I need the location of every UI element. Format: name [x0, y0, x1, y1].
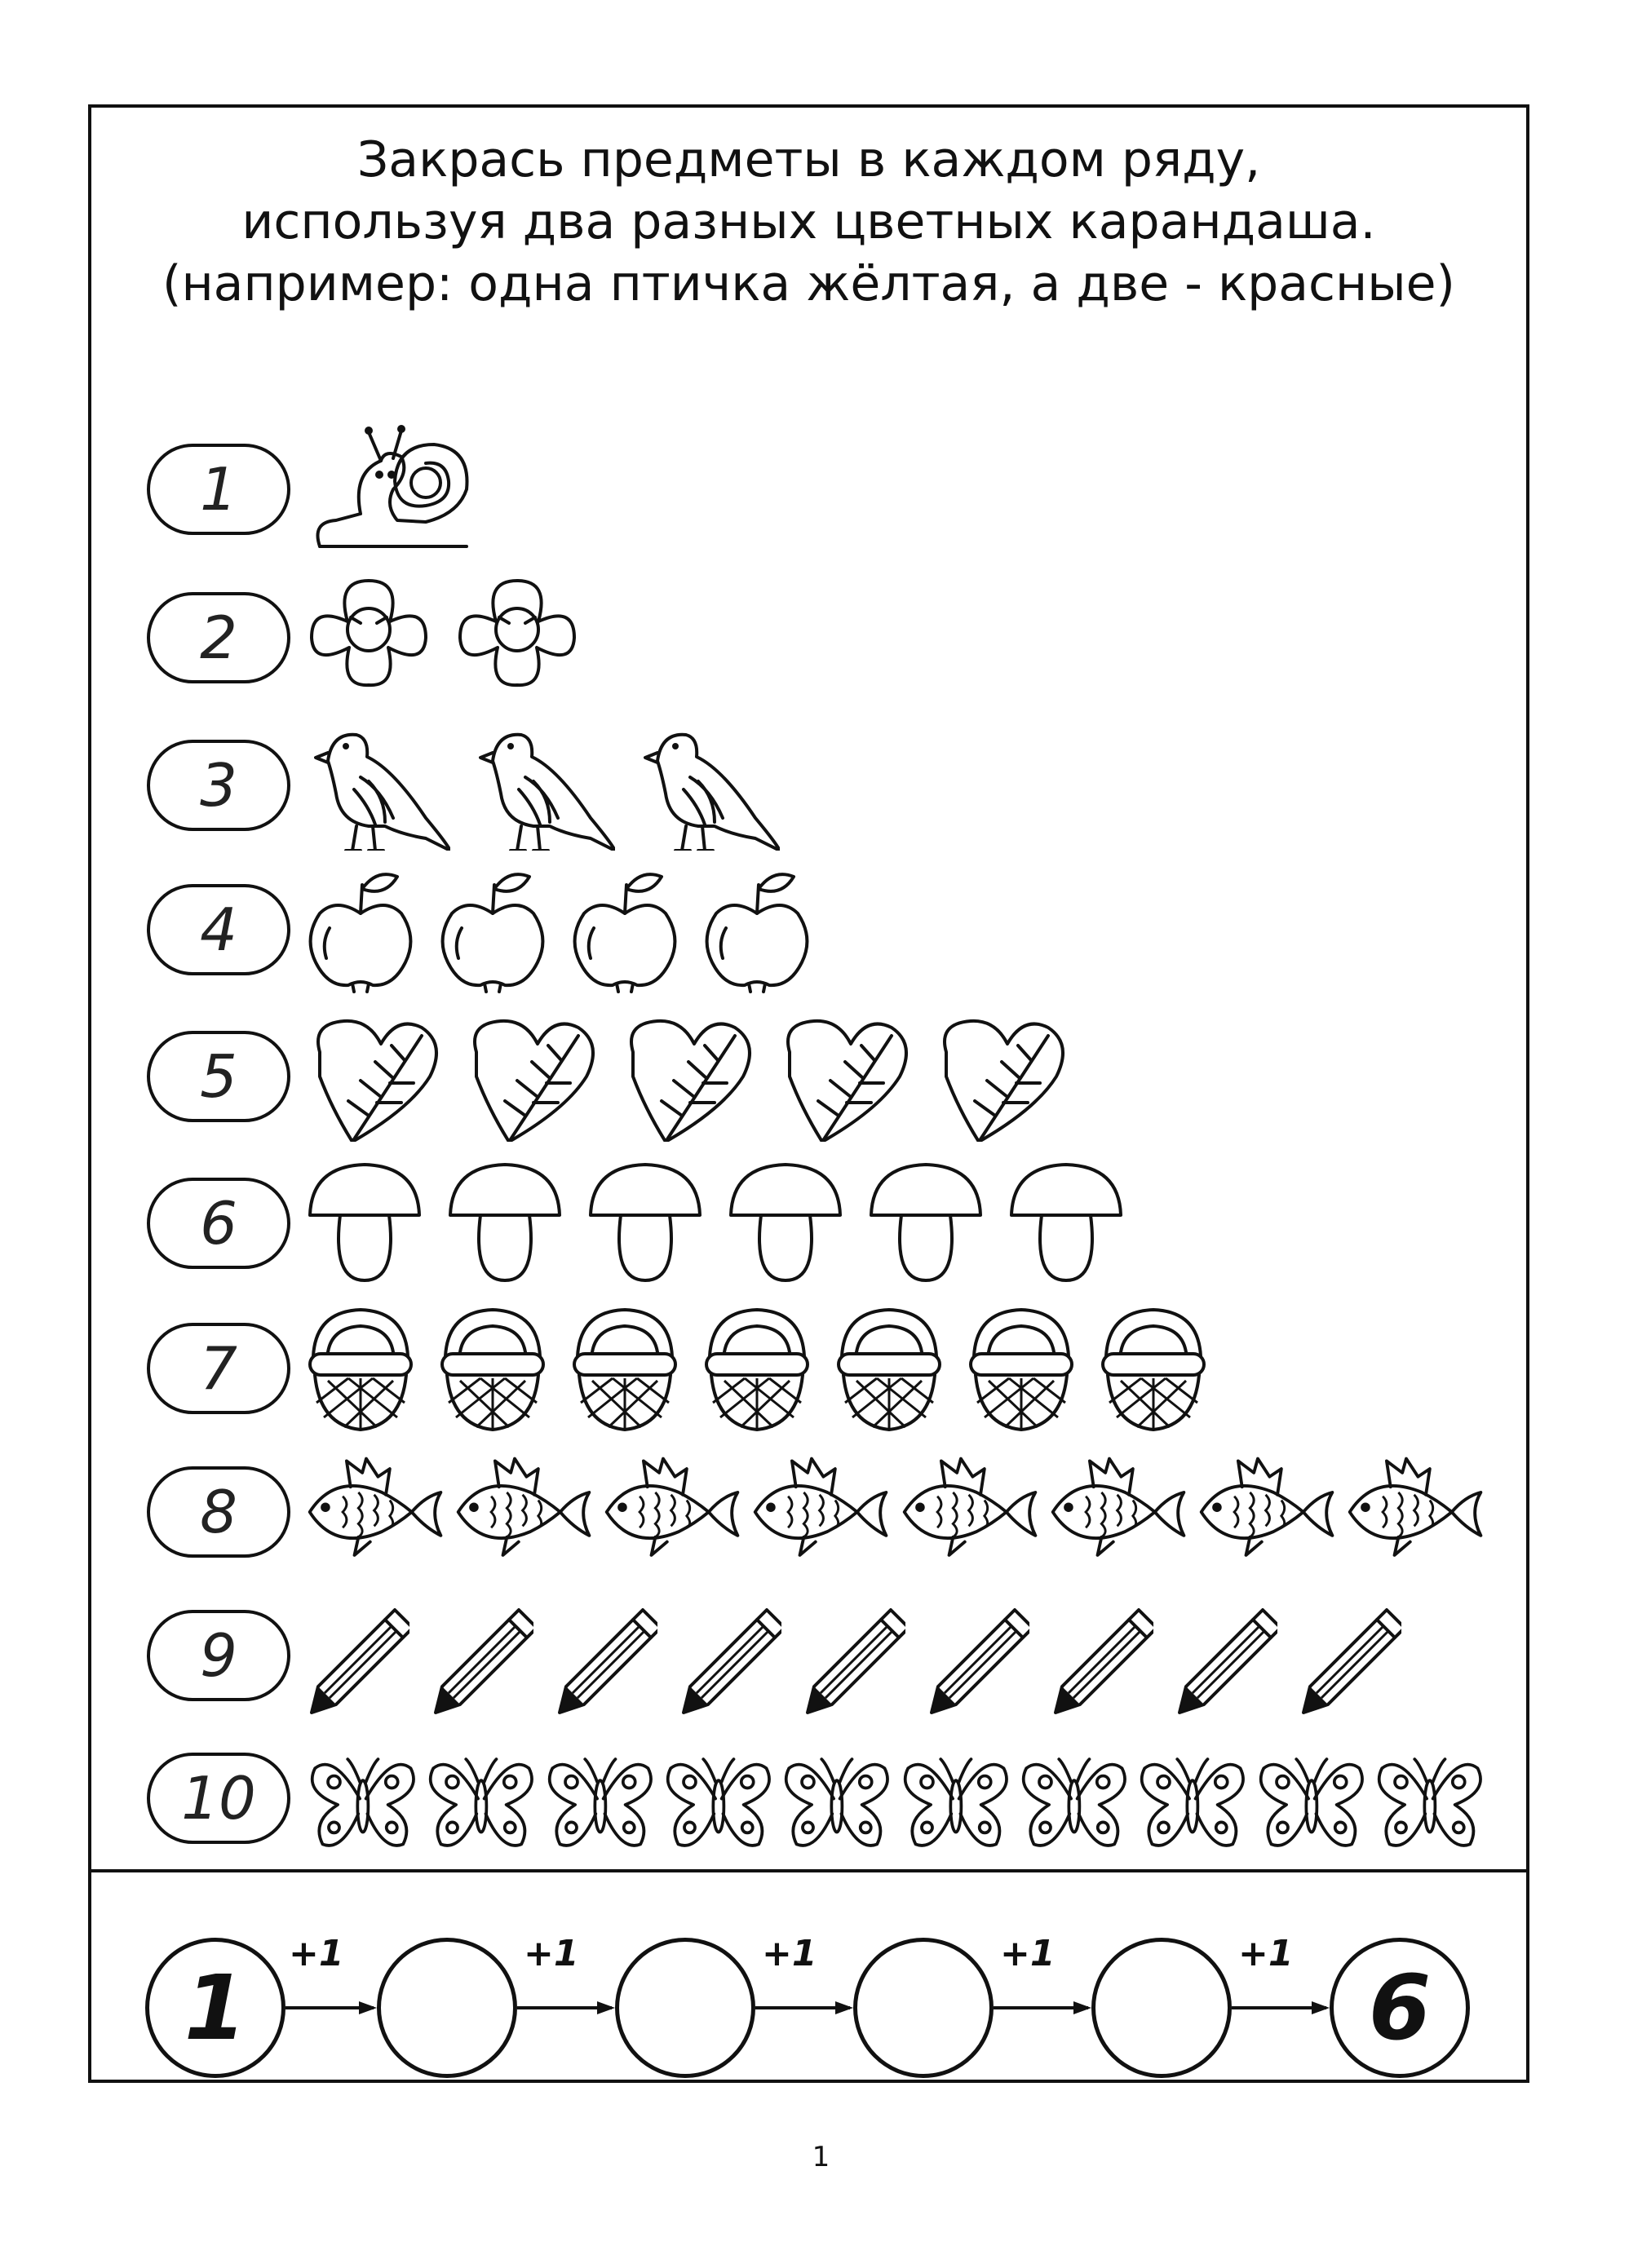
- butterfly-icon[interactable]: [1015, 1738, 1131, 1863]
- counting-row: [0, 1019, 1642, 1134]
- row-number-label: 6: [147, 1178, 290, 1269]
- flower-icon[interactable]: [303, 573, 434, 706]
- leaf-icon[interactable]: [773, 1011, 912, 1145]
- bird-icon[interactable]: [633, 720, 780, 854]
- butterfly-icon[interactable]: [896, 1738, 1012, 1863]
- row-number-label: 5: [147, 1031, 290, 1122]
- section-divider: [88, 1869, 1529, 1872]
- butterfly-icon[interactable]: [422, 1738, 538, 1863]
- pencil-icon[interactable]: [427, 1590, 533, 1724]
- fish-icon[interactable]: [452, 1449, 597, 1578]
- step-label: +1: [524, 1933, 579, 1974]
- step-label: +1: [762, 1933, 817, 1974]
- row-number-label: 4: [147, 884, 290, 975]
- pencil-icon[interactable]: [551, 1590, 657, 1724]
- chain-end-number: 6: [1330, 1938, 1470, 2078]
- fish-icon[interactable]: [1195, 1449, 1340, 1578]
- snail-icon[interactable]: [303, 424, 475, 558]
- fish-icon[interactable]: [600, 1449, 746, 1578]
- counting-row: [0, 1598, 1642, 1713]
- counting-chain: [0, 1925, 1642, 2088]
- row-number-label: 1: [147, 444, 290, 535]
- arrow-icon: [285, 2000, 377, 2019]
- page-number: 1: [812, 2141, 830, 2173]
- chain-start-number: 1: [145, 1938, 285, 2078]
- pencil-icon[interactable]: [303, 1590, 409, 1724]
- mushroom-icon[interactable]: [584, 1158, 706, 1292]
- counting-row: [0, 581, 1642, 695]
- butterfly-icon[interactable]: [303, 1738, 419, 1863]
- basket-icon[interactable]: [1096, 1303, 1210, 1437]
- fish-icon[interactable]: [1343, 1449, 1489, 1578]
- leaf-icon[interactable]: [303, 1011, 442, 1145]
- counting-row: [0, 1741, 1642, 1855]
- apple-icon[interactable]: [568, 864, 682, 998]
- butterfly-icon[interactable]: [659, 1738, 775, 1863]
- fish-icon[interactable]: [1047, 1449, 1192, 1578]
- chain-empty-slot[interactable]: [377, 1938, 517, 2078]
- chain-empty-slot[interactable]: [1091, 1938, 1232, 2078]
- counting-row: [0, 1455, 1642, 1569]
- row-number-label: 10: [147, 1753, 290, 1844]
- butterfly-icon[interactable]: [1133, 1738, 1249, 1863]
- arrow-icon: [994, 2000, 1091, 2019]
- mushroom-icon[interactable]: [444, 1158, 566, 1292]
- step-label: +1: [1238, 1933, 1294, 1974]
- chain-empty-slot[interactable]: [853, 1938, 994, 2078]
- leaf-icon[interactable]: [460, 1011, 599, 1145]
- basket-icon[interactable]: [832, 1303, 946, 1437]
- row-number-label: 8: [147, 1466, 290, 1558]
- pencil-icon[interactable]: [1295, 1590, 1401, 1724]
- mushroom-icon[interactable]: [724, 1158, 847, 1292]
- basket-icon[interactable]: [436, 1303, 550, 1437]
- step-label: +1: [1000, 1933, 1056, 1974]
- step-label: +1: [289, 1933, 344, 1974]
- fish-icon[interactable]: [749, 1449, 894, 1578]
- butterfly-icon[interactable]: [1252, 1738, 1368, 1863]
- basket-icon[interactable]: [568, 1303, 682, 1437]
- row-number-label: 7: [147, 1323, 290, 1414]
- apple-icon[interactable]: [436, 864, 550, 998]
- counting-row: [0, 1166, 1642, 1280]
- pencil-icon[interactable]: [923, 1590, 1029, 1724]
- instruction-line-1: Закрась предметы в каждом ряду,: [356, 131, 1261, 188]
- counting-row: [0, 728, 1642, 842]
- mushroom-icon[interactable]: [865, 1158, 987, 1292]
- pencil-icon[interactable]: [799, 1590, 905, 1724]
- instruction-text: [88, 129, 1529, 315]
- counting-row: [0, 1311, 1642, 1426]
- bird-icon[interactable]: [468, 720, 615, 854]
- basket-icon[interactable]: [700, 1303, 814, 1437]
- instruction-line-2: используя два разных цветных карандаша.: [241, 193, 1376, 250]
- apple-icon[interactable]: [303, 864, 418, 998]
- fish-icon[interactable]: [898, 1449, 1043, 1578]
- counting-row: [0, 432, 1642, 546]
- row-number-label: 2: [147, 592, 290, 683]
- row-number-label: 9: [147, 1610, 290, 1701]
- butterfly-icon[interactable]: [541, 1738, 657, 1863]
- leaf-icon[interactable]: [930, 1011, 1069, 1145]
- chain-empty-slot[interactable]: [615, 1938, 755, 2078]
- arrow-icon: [1232, 2000, 1330, 2019]
- fish-icon[interactable]: [303, 1449, 449, 1578]
- counting-row: [0, 873, 1642, 987]
- mushroom-icon[interactable]: [303, 1158, 426, 1292]
- butterfly-icon[interactable]: [777, 1738, 893, 1863]
- arrow-icon: [517, 2000, 615, 2019]
- leaf-icon[interactable]: [617, 1011, 755, 1145]
- basket-icon[interactable]: [964, 1303, 1078, 1437]
- flower-icon[interactable]: [452, 573, 582, 706]
- row-number-label: 3: [147, 740, 290, 831]
- arrow-icon: [755, 2000, 853, 2019]
- pencil-icon[interactable]: [1047, 1590, 1153, 1724]
- basket-icon[interactable]: [303, 1303, 418, 1437]
- instruction-line-3: (например: одна птичка жёлтая, а две - красные): [162, 255, 1455, 312]
- pencil-icon[interactable]: [675, 1590, 781, 1724]
- mushroom-icon[interactable]: [1005, 1158, 1127, 1292]
- butterfly-icon[interactable]: [1370, 1738, 1486, 1863]
- pencil-icon[interactable]: [1171, 1590, 1277, 1724]
- bird-icon[interactable]: [303, 720, 450, 854]
- apple-icon[interactable]: [700, 864, 814, 998]
